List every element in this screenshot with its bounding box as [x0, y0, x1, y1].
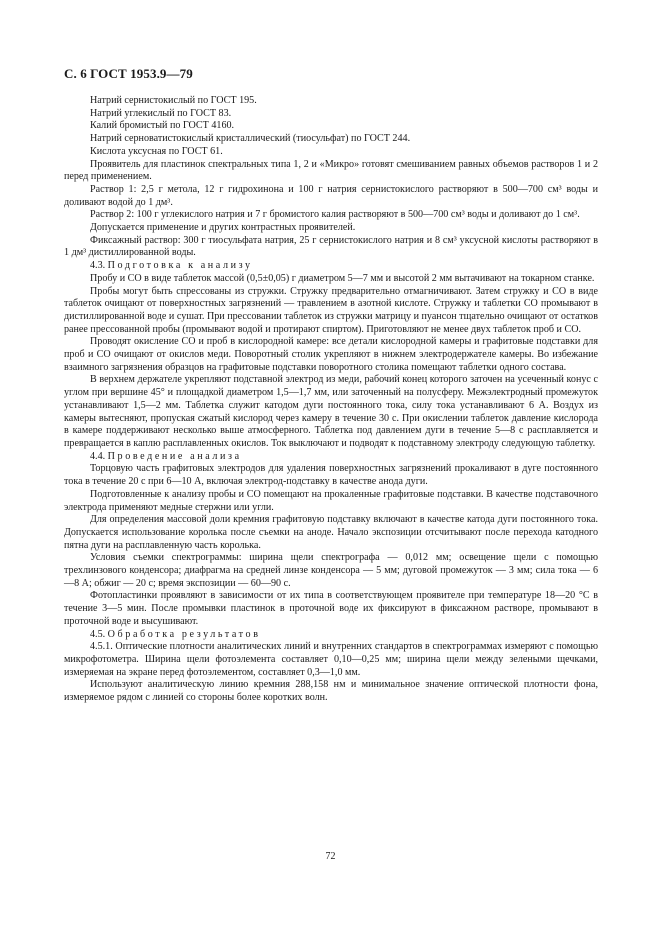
- reagent-item: Кислота уксусная по ГОСТ 61.: [90, 145, 223, 157]
- section-title: Подготовка к анализу: [107, 260, 253, 272]
- section-heading-4-5: [64, 629, 598, 642]
- paragraph-developer: Проявитель для пластинок спектральных типа 1, 2 и «Микро» готовят смешиванием равных объемов растворов 1 и 2 перед применением.: [64, 158, 598, 183]
- paragraph: 4.5.1. Оптические плотности аналитических линий и внутренних стандартов в спектрограммах измеряют с помощью микрофотометра. Ширина щели фотоэлемента составляет 0,10—0,25 мм; ширина щели между зелеными щечками, измеряемая на экране перед фотоэлементом, составляет 0,3—1,0 мм.: [64, 641, 598, 678]
- paragraph: Фотопластинки проявляют в зависимости от их типа в соответствующем проявителе при температуре 18—20 °С в течение 3—5 мин. После промывки пластинок в проточной воде их фиксируют в фиксажном растворе, промывают в проточной воде и высушивают.: [64, 590, 598, 627]
- paragraph-solution-1: Раствор 1: 2,5 г метола, 12 г гидрохинона и 100 г натрия сернистокислого растворяют в 500—700 см³ воды и доливают водой до 1 дм³.: [64, 183, 598, 208]
- reagent-item: Натрий сернистокислый по ГОСТ 195.: [90, 95, 257, 106]
- paragraph: В верхнем держателе укрепляют подставной электрод из меди, рабочий конец которого заточен на усеченный конус с углом при вершине 45° и площадкой диаметром 1,5—1,7 мм, или заточенный на полусферу. Межэлектродный промежуток устанавливают 1,5—2 мм. Таблетка служит катодом дуги постоянного тока, силу тока устанавливают 6 А. Воздух из камеры вытесняют, пропуская сжатый кислород через камеру в течение 30 с. При окислении таблеток давление кислорода в камере поддерживают несколько выше атмосферного. Таблетка под давлением дуги в течение 5—8 с расплавляется и превращается в каплю расплавленных окислов. Ток выключают и подводят к подставному электроду следующую таблетку.: [64, 374, 598, 449]
- paragraph: Подготовленные к анализу пробы и СО помещают на прокаленные графитовые подставки. В качестве подставочного электрода применяют медные стержни или угли.: [64, 488, 598, 513]
- section-title: Проведение анализа: [107, 450, 242, 462]
- paragraph-contrast: Допускается применение и других контрастных проявителей.: [90, 222, 356, 234]
- page-header: С. 6 ГОСТ 1953.9—79: [64, 66, 193, 81]
- paragraph-fixer: Фиксажный раствор: 300 г тиосульфата натрия, 25 г сернистокислого натрия и 8 см³ уксусной кислоты растворяют в 1 дм³ дистиллированной воды.: [64, 234, 598, 259]
- paragraph: Условия съемки спектрограммы: ширина щели спектрографа — 0,012 мм; освещение щели с помощью трехлинзового конденсора; диафрагма на средней линзе конденсора — 5 мм; дуговой промежуток — 3 мм; сила тока — 6—8 А; обжиг — 20 с; время экспозиции — 60—90 с.: [64, 552, 598, 589]
- section-heading-4-3: [64, 260, 598, 273]
- section-number: 4.3.: [90, 260, 106, 272]
- paragraph: Пробу и СО в виде таблеток массой (0,5±0,05) г диаметром 5—7 мм и высотой 2 мм вытачивают на токарном станке.: [90, 272, 595, 284]
- paragraph: Используют аналитическую линию кремния 288,158 нм и минимальное значение оптической плотности фона, измеряемое рядом с линией со стороны более коротких волн.: [64, 679, 598, 704]
- section-heading-4-4: [64, 451, 598, 464]
- page-number: 72: [325, 851, 336, 862]
- document-body: [64, 95, 598, 705]
- reagent-item: Калий бромистый по ГОСТ 4160.: [90, 120, 235, 132]
- section-number: 4.4.: [90, 450, 106, 462]
- reagent-item: Натрий углекислый по ГОСТ 83.: [90, 107, 232, 119]
- paragraph: Торцовую часть графитовых электродов для удаления поверхностных загрязнений прокаливают в дуге постоянного тока в течение 20 с при 6—10 А, включая электрод-подставку в качестве анода дуги.: [64, 463, 598, 488]
- reagent-item: Натрий серноватистокислый кристаллический (тиосульфат) по ГОСТ 244.: [90, 133, 411, 145]
- paragraph: Пробы могут быть спрессованы из стружки. Стружку предварительно отмагничивают. Затем стружку и СО в виде таблеток очищают от поверхностных загрязнений — травлением в азотной кислоте. Стружку и таблетки СО промывают в дистиллированной воде и сушат. При прессовании таблеток из стружки матрицу и пуансон тщательно очищают от остатков ранее прессованной пробы (промывают водой и протирают спиртом). Приготовляют не менее двух таблеток проб и СО.: [64, 285, 598, 335]
- paragraph: Для определения массовой доли кремния графитовую подставку включают в качестве катода дуги постоянного тока. Допускается использование королька после съемки на аноде. Начало экспозиции отсчитывают после перехода катодного пятна дуги на расплавленную часть королька.: [64, 514, 598, 551]
- section-number: 4.5.: [90, 628, 106, 640]
- paragraph-solution-2: Раствор 2: 100 г углекислого натрия и 7 г бромистого калия растворяют в 500—700 см³ воды и доливают до 1 см³.: [90, 209, 580, 221]
- paragraph: Проводят окисление СО и проб в кислородной камере: все детали кислородной камеры и графитовые подставки для проб и СО очищают от окислов меди. Поворотный столик укрепляют в нижнем электродержателе камеры. Во избежание взаимного загрязнения образцов на графитовые подставки поворотного столика помещают таблетки одного состава.: [64, 336, 598, 373]
- section-title: Обработка результатов: [107, 628, 261, 640]
